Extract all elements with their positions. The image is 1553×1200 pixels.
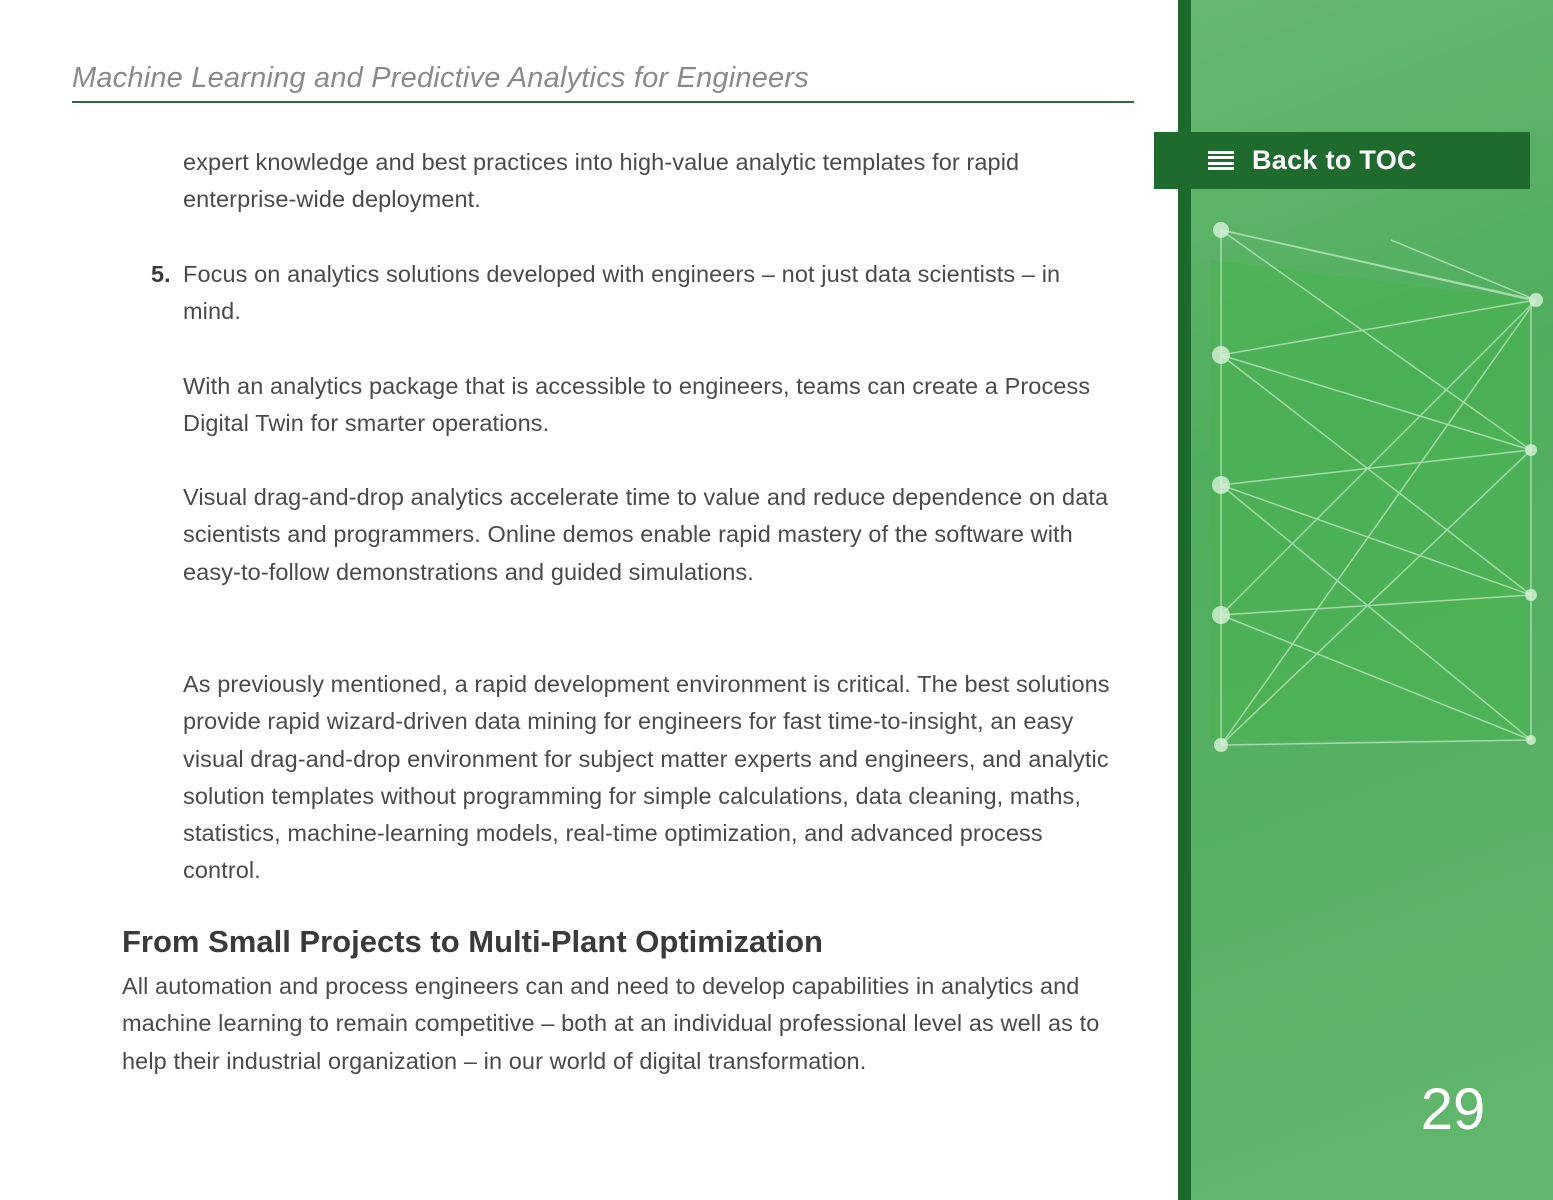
page-number: 29: [1420, 1077, 1486, 1142]
body-paragraph: With an analytics package that is accessible to engineers, teams can create a Process Digital Twin for smarter operations.: [183, 373, 1091, 437]
list-item-number: 5.: [151, 261, 171, 287]
body-paragraph: Visual drag-and-drop analytics accelerate time to value and reduce dependence on data scientists and programmers. Online demos enable rapid mastery of the software with easy-to-follow demonstrations and guided simulations.: [183, 484, 1109, 585]
section-paragraph: All automation and process engineers can and need to develop capabilities in analytics and machine learning to remain competitive – both at an individual professional level as well as to help their industrial organization – in our world of digital transformation.: [122, 973, 1100, 1074]
list-icon: [1208, 151, 1234, 171]
section-heading: From Small Projects to Multi-Plant Optimization: [122, 924, 823, 959]
body-paragraph: As previously mentioned, a rapid development environment is critical. The best solutions provide rapid wizard-driven data mining for engineers for fast time-to-insight, an easy visual drag-and-drop environment for subject matter experts and engineers, and analytic solution templates without programming for simple calculations, data cleaning, maths, statistics, machine-learning models, real-time optimization, and advanced process control.: [183, 671, 1110, 884]
continuation-paragraph: expert knowledge and best practices into high-value analytic templates for rapid enterprise-wide deployment.: [183, 149, 1020, 213]
list-item: [151, 256, 1113, 331]
list-item-text: Focus on analytics solutions developed with engineers – not just data scientists – in mind.: [183, 261, 1061, 325]
network-cube-illustration: [1191, 200, 1553, 780]
back-to-toc-button[interactable]: [1154, 132, 1530, 189]
running-header: Machine Learning and Predictive Analytics for Engineers: [72, 62, 1134, 103]
back-to-toc-label: Back to TOC: [1252, 145, 1417, 175]
